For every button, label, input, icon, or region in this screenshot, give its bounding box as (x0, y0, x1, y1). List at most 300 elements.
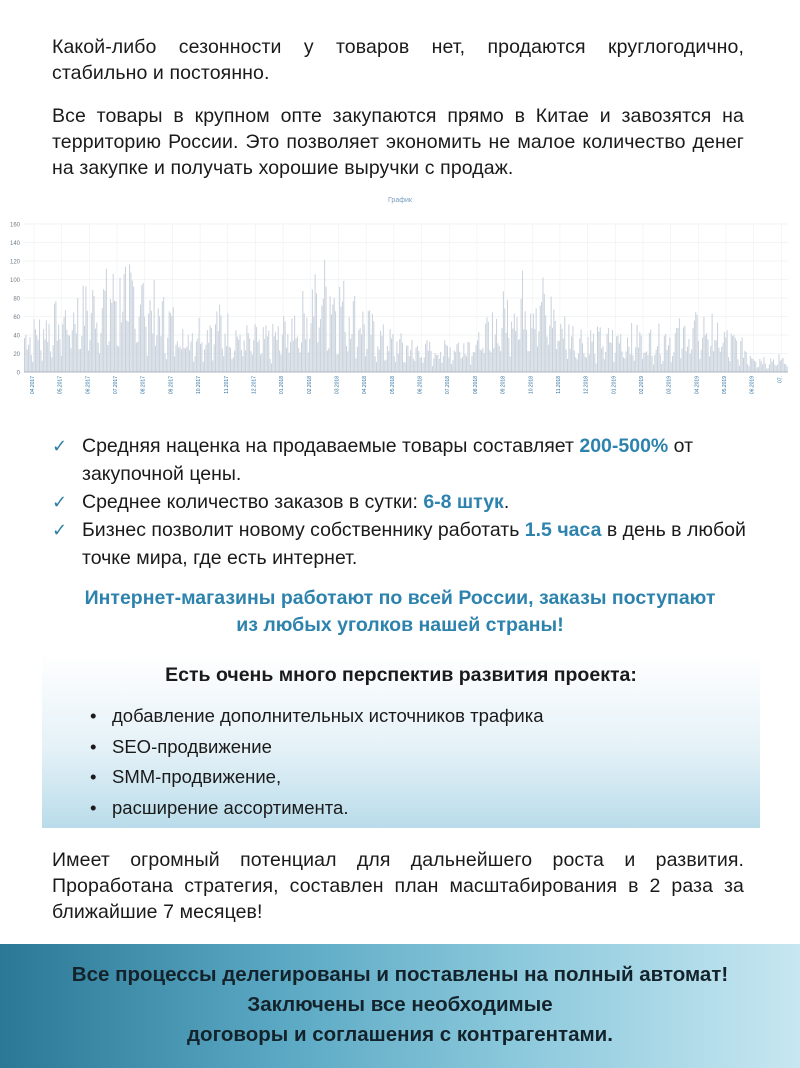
chart-bar (271, 363, 272, 372)
chart-bar (135, 329, 136, 372)
chart-bar (65, 310, 66, 372)
perspective-item (90, 762, 544, 793)
chart-bar (38, 340, 39, 372)
chart-bar (200, 344, 201, 372)
chart-bar (512, 329, 513, 372)
chart-bar (598, 332, 599, 372)
x-tick-label: 09.2017 (168, 376, 175, 395)
chart-bar (705, 335, 706, 372)
chart-bar (177, 341, 178, 372)
chart-bar (452, 360, 453, 372)
chart-bar (499, 346, 500, 372)
chart-bar (151, 311, 152, 372)
chart-bar (158, 308, 159, 372)
chart-bar (383, 324, 384, 372)
x-tick-label: 05.2017 (57, 376, 64, 395)
bullet-icon: • (90, 796, 97, 818)
chart-bar (218, 331, 219, 372)
chart-bar (441, 363, 442, 372)
y-tick-label: 0 (16, 370, 20, 377)
chart-bar (180, 346, 181, 372)
chart-bar (687, 347, 688, 372)
chart-bar (617, 336, 618, 372)
y-tick-label: 40 (13, 333, 20, 340)
x-tick-label: 02.2018 (306, 376, 313, 395)
chart-bar (396, 341, 397, 372)
chart-bar (566, 350, 567, 372)
chart-bar (424, 357, 425, 372)
chart-bar (602, 346, 603, 372)
chart-bar (639, 332, 640, 372)
x-tick-label: 06.2017 (85, 376, 92, 395)
chart-bar (256, 327, 257, 372)
chart-bar (401, 333, 402, 372)
hours-text-end: в день в любой точке мира, где есть интернет. (82, 519, 746, 569)
chart-bar (357, 347, 358, 372)
chart-bar (420, 358, 421, 372)
chart-bar (111, 303, 112, 372)
chart-bar (115, 301, 116, 372)
chart-bar (381, 336, 382, 372)
chart-bar (398, 354, 399, 372)
chart-bar (710, 346, 711, 372)
chart-bar (549, 326, 550, 372)
chart-bar (143, 283, 144, 372)
chart-bar (181, 349, 182, 372)
chart-bar (467, 342, 468, 372)
chart-bar (731, 333, 732, 372)
chart-bar (567, 359, 568, 372)
chart-bar (474, 352, 475, 372)
chart-bar (744, 351, 745, 372)
chart-bar (376, 362, 377, 372)
chart-bar (630, 354, 631, 372)
chart-bar (122, 312, 123, 372)
chart-bar (386, 360, 387, 372)
chart-bar (537, 346, 538, 372)
chart-bar (77, 298, 78, 372)
chart-bar (586, 358, 587, 372)
chart-bar (763, 357, 764, 372)
chart-bar (774, 365, 775, 372)
chart-bar (282, 334, 283, 372)
chart-bar (323, 299, 324, 372)
chart-bar (787, 366, 788, 372)
chart-bar (81, 336, 82, 372)
chart-bar (425, 344, 426, 372)
chart-bar (616, 336, 617, 372)
chart-bar (587, 337, 588, 372)
chart-bar (581, 329, 582, 372)
orders-chart-svg (0, 188, 800, 410)
chart-bar (783, 358, 784, 372)
chart-bar (436, 355, 437, 372)
chart-bar (545, 315, 546, 372)
chart-bar (199, 318, 200, 372)
chart-bar (484, 353, 485, 372)
chart-bar (25, 335, 26, 372)
chart-bar (695, 312, 696, 372)
chart-bar (611, 343, 612, 372)
chart-bar (748, 366, 749, 372)
chart-bar (317, 342, 318, 372)
chart-bar (620, 334, 621, 372)
chart-bar (600, 327, 601, 372)
chart-bar (184, 348, 185, 372)
chart-bar (507, 300, 508, 372)
chart-bar (36, 335, 37, 372)
chart-bar (358, 330, 359, 372)
chart-bar (173, 307, 174, 372)
chart-bar (776, 366, 777, 372)
chart-bar (624, 358, 625, 372)
chart-bar (661, 364, 662, 372)
chart-bar (409, 356, 410, 372)
chart-bar (298, 348, 299, 372)
x-tick-label: 10.2017 (196, 376, 203, 395)
perspectives-title: Есть очень много перспектив развития проекта: (165, 664, 637, 686)
perspective-item (90, 701, 544, 732)
chart-bar (117, 346, 118, 372)
chart-bar (293, 341, 294, 372)
chart-bar (758, 367, 759, 372)
chart-bar (654, 355, 655, 372)
footer-line-2: Заключены все необходимые (247, 993, 553, 1016)
chart-bar (302, 291, 303, 372)
chart-bar (677, 328, 678, 372)
chart-bar (285, 322, 286, 372)
chart-bar (156, 335, 157, 372)
hours-value: 1.5 часа (524, 519, 602, 541)
chart-bar (109, 341, 110, 372)
chart-bar (24, 338, 25, 372)
chart-bar (439, 359, 440, 372)
x-tick-label: 06.2018 (417, 376, 424, 395)
chart-bar (466, 356, 467, 372)
chart-bar (686, 351, 687, 372)
chart-bar (304, 313, 305, 372)
chart-bar (83, 286, 84, 372)
chart-bar (575, 357, 576, 372)
potential-paragraph: Имеет огромный потенциал для дальнейшего роста и развития. Проработана стратегия, составлен план масштабирования в 2 раза за ближайшие 7 месяцев! (52, 849, 744, 923)
chart-bar (286, 348, 287, 372)
chart-bar (747, 364, 748, 372)
chart-bar (95, 329, 96, 372)
chart-bar (578, 354, 579, 372)
chart-bar (527, 351, 528, 372)
chart-bar (231, 359, 232, 372)
chart-bar (275, 332, 276, 372)
chart-bar (178, 348, 179, 372)
chart-bar (207, 330, 208, 372)
chart-bar (384, 361, 385, 372)
chart-bar (73, 313, 74, 372)
chart-bar (160, 336, 161, 372)
chart-bar (406, 346, 407, 372)
footer-line-1: Все процессы делегированы и поставлены на полный автомат! (71, 963, 729, 986)
chart-bar (458, 343, 459, 372)
chart-bar (469, 342, 470, 372)
chart-bar (536, 308, 537, 372)
chart-bar (740, 341, 741, 372)
chart-bar (27, 350, 28, 372)
chart-bar (601, 349, 602, 372)
chart-bar (426, 340, 427, 372)
chart-bar (241, 350, 242, 372)
chart-bar (754, 361, 755, 372)
chart-bar (291, 319, 292, 372)
chart-bar (570, 349, 571, 372)
chart-bar (121, 322, 122, 372)
x-tick-label: 12.2017 (251, 376, 258, 395)
chart-bar (362, 312, 363, 372)
chart-bar (641, 335, 642, 372)
chart-bar (735, 338, 736, 372)
chart-bar (491, 352, 492, 372)
chart-bar (594, 354, 595, 372)
perspectives-list (90, 701, 544, 823)
chart-bar (738, 359, 739, 372)
chart-bar (437, 355, 438, 372)
chart-bar (120, 278, 121, 372)
chart-bar (480, 349, 481, 372)
markup-text: Средняя наценка на продаваемые товары составляет (82, 435, 580, 457)
chart-bar (87, 311, 88, 372)
chart-bar (124, 274, 125, 372)
hours-text: Бизнес позволит новому собственнику работать (82, 519, 525, 541)
chart-bar (167, 338, 168, 372)
chart-bar (203, 362, 204, 372)
chart-bar (447, 346, 448, 372)
chart-bar (255, 324, 256, 372)
chart-bar (132, 280, 133, 372)
chart-bar (773, 359, 774, 372)
chart-bar (321, 306, 322, 372)
chart-bar (646, 351, 647, 372)
chart-bar (723, 343, 724, 372)
chart-bar (35, 329, 36, 372)
chart-bar (683, 327, 684, 372)
chart-bar (658, 323, 659, 372)
chart-bar (668, 345, 669, 372)
chart-bar (144, 317, 145, 372)
y-tick-label: 140 (9, 241, 20, 247)
chart-bar (190, 342, 191, 372)
chart-bar (220, 315, 221, 372)
chart-bar (280, 355, 281, 372)
chart-bar (225, 334, 226, 372)
chart-bar (471, 356, 472, 372)
chart-bar (147, 356, 148, 372)
chart-bar (50, 351, 51, 372)
chart-bar (708, 339, 709, 372)
chart-bar (257, 342, 258, 372)
chart-bar (34, 319, 35, 372)
chart-bar (571, 337, 572, 372)
chart-bar (529, 351, 530, 372)
chart-bar (443, 356, 444, 372)
chart-bar (526, 330, 527, 372)
chart-bar (743, 358, 744, 372)
chart-bar (515, 331, 516, 372)
chart-bar (165, 353, 166, 372)
work-hours-item (52, 516, 752, 572)
chart-bar (642, 359, 643, 372)
chart-bar (387, 346, 388, 372)
chart-bar (51, 357, 52, 372)
chart-bar (125, 267, 126, 372)
x-tick-label: 04.2018 (362, 376, 369, 395)
chart-bar (169, 311, 170, 372)
chart-bar (626, 351, 627, 372)
x-tick-label: 06.2019 (749, 376, 756, 395)
chart-bar (346, 346, 347, 372)
chart-bar (324, 260, 325, 372)
chart-bar (759, 359, 760, 372)
chart-bar (240, 335, 241, 372)
chart-bar (373, 321, 374, 372)
chart-bar (114, 301, 115, 372)
chart-bar (489, 350, 490, 372)
chart-bar (671, 362, 672, 372)
chart-bar (643, 353, 644, 372)
chart-bar (319, 328, 320, 372)
chart-bar (720, 352, 721, 372)
chart-bar (766, 369, 767, 372)
chart-bar (538, 331, 539, 372)
chart-bar (46, 320, 47, 372)
chart-bar (511, 322, 512, 372)
chart-bar (272, 324, 273, 372)
chart-bar (175, 345, 176, 372)
chart-bar (28, 345, 29, 372)
chart-bar (733, 335, 734, 372)
chart-bar (327, 351, 328, 372)
chart-bar (718, 348, 719, 372)
chart-bar (226, 346, 227, 372)
chart-bar (300, 352, 301, 372)
y-tick-label: 160 (9, 222, 20, 229)
chart-bar (690, 354, 691, 372)
chart-bar (448, 358, 449, 372)
chart-bar (391, 338, 392, 372)
chart-bar (174, 356, 175, 372)
chart-bar (248, 333, 249, 372)
chart-bar (732, 336, 733, 372)
chart-bar (699, 359, 700, 372)
bullet-icon: • (90, 705, 97, 726)
chart-bar (29, 337, 30, 372)
chart-bar (201, 342, 202, 372)
chart-bar (264, 339, 265, 372)
chart-bar (585, 357, 586, 372)
chart-bar (622, 351, 623, 372)
chart-bar (721, 347, 722, 372)
chart-bar (753, 359, 754, 372)
chart-bar (729, 361, 730, 372)
chart-bar (62, 324, 63, 372)
chart-bar (488, 322, 489, 372)
chart-bar (521, 299, 522, 372)
chart-bar (613, 362, 614, 372)
chart-bar (368, 311, 369, 372)
chart-bar (476, 345, 477, 372)
chart-bar (672, 356, 673, 372)
chart-bar (637, 325, 638, 372)
chart-bar (496, 319, 497, 372)
chart-bar (724, 332, 725, 372)
chart-bar (552, 328, 553, 372)
chart-bar (532, 328, 533, 372)
x-tick-label: 11.2018 (555, 376, 562, 394)
chart-bar (679, 318, 680, 372)
chart-bar (780, 361, 781, 372)
chart-bar (455, 352, 456, 372)
chart-bar (238, 340, 239, 372)
chart-bar (785, 364, 786, 372)
chart-bar (431, 351, 432, 372)
chart-bar (162, 301, 163, 372)
x-tick-label: 11.2017 (223, 376, 230, 394)
chart-bar (270, 359, 271, 372)
chart-bar (597, 327, 598, 372)
chart-bar (84, 326, 85, 372)
chart-bar (590, 330, 591, 372)
china-wholesale-paragraph: Все товары в крупном опте закупаются прямо в Китае и завозятся на территорию России. Это позволяет экономить не малое количество денег на закупке и получать хорошие выручки с продаж. (52, 105, 744, 179)
chart-bar (414, 361, 415, 372)
chart-bar (163, 297, 164, 372)
chart-bar (295, 339, 296, 372)
chart-bar (482, 348, 483, 372)
chart-bar (682, 349, 683, 372)
chart-bar (762, 364, 763, 372)
chart-bar (234, 351, 235, 372)
chart-bar (534, 329, 535, 372)
chart-bar (623, 357, 624, 372)
chart-bar (309, 339, 310, 372)
chart-bar (118, 346, 119, 372)
chart-bar (698, 341, 699, 372)
chart-bar (349, 317, 350, 372)
chart-bar (450, 347, 451, 372)
chart-bar (461, 358, 462, 372)
chart-bar (712, 314, 713, 372)
chart-bar (394, 356, 395, 372)
chart-bar (755, 362, 756, 372)
chart-bar (58, 325, 59, 372)
chart-bar (196, 341, 197, 372)
chart-bar (463, 343, 464, 372)
chart-bar (267, 336, 268, 372)
chart-bar (55, 301, 56, 372)
chart-bar (416, 347, 417, 372)
chart-bar (274, 336, 275, 372)
bullet-icon: • (90, 735, 97, 757)
chart-bar (76, 333, 77, 372)
chart-bar (222, 349, 223, 372)
chart-bar (354, 296, 355, 372)
chart-bar (503, 291, 504, 372)
chart-bar (456, 344, 457, 372)
chart-bar (540, 306, 541, 372)
y-tick-label: 80 (13, 296, 20, 303)
chart-bar (781, 359, 782, 372)
chart-bar (547, 337, 548, 372)
chart-bar (219, 305, 220, 372)
chart-bar (69, 336, 70, 372)
chart-bar (667, 350, 668, 372)
chart-bar (390, 329, 391, 372)
